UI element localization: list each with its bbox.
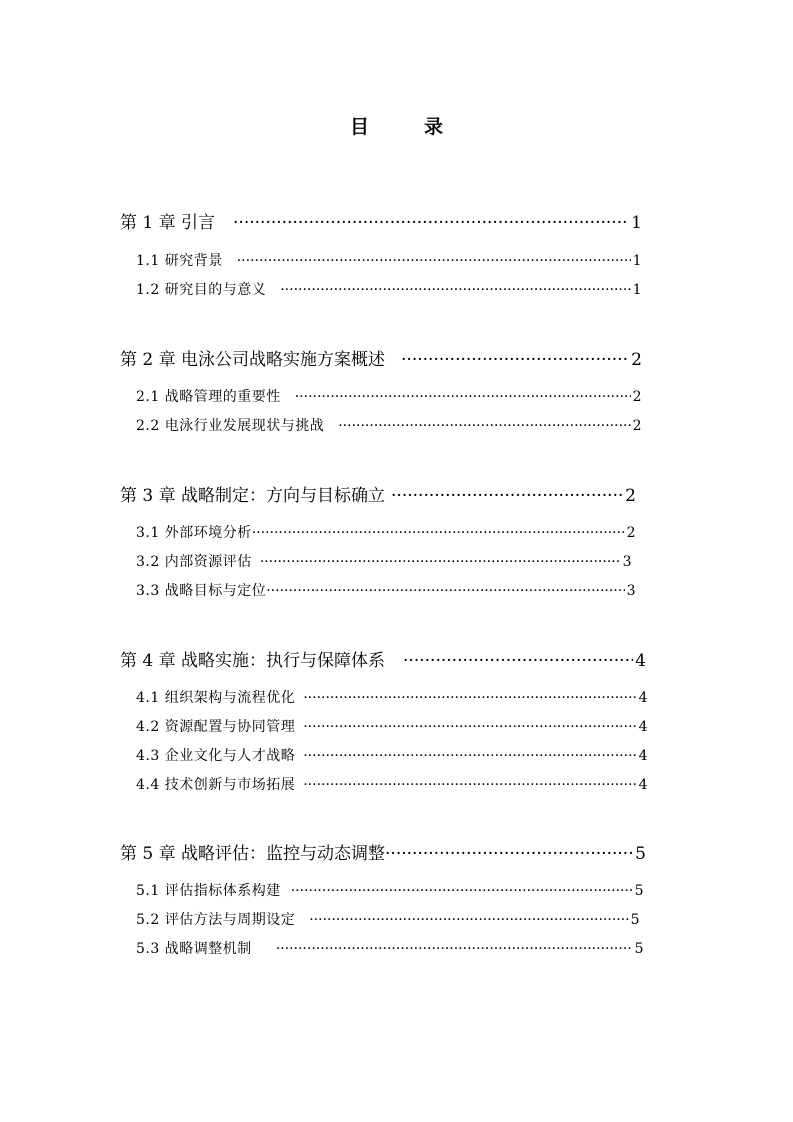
toc-leader-dots: [266, 583, 624, 599]
toc-label: 5.1 评估指标体系构建: [136, 883, 281, 899]
toc-chapter-3[interactable]: [120, 481, 636, 506]
toc-section-1-2[interactable]: [136, 279, 642, 299]
toc-page-number: 4: [638, 719, 648, 735]
toc-label: 3.2 内部资源评估: [136, 554, 252, 570]
toc-leader-dots: [291, 883, 633, 899]
toc-leader-dots: [303, 690, 636, 706]
toc-leader-dots: [403, 651, 633, 671]
toc-label: 第 4 章 战略实施：执行与保障体系: [120, 651, 386, 671]
toc-label: 3.1 外部环境分析: [136, 525, 252, 541]
toc-section-1-1[interactable]: [136, 250, 642, 270]
toc-section-4-4[interactable]: [136, 774, 648, 794]
toc-label: 3.3 战略目标与定位: [136, 583, 267, 599]
page-title: 目 录: [349, 116, 461, 138]
toc-leader-dots: [303, 777, 636, 793]
toc-page-number: 4: [635, 651, 646, 671]
toc-section-5-2[interactable]: [136, 909, 640, 929]
toc-page-number: 2: [625, 486, 636, 506]
toc-section-4-2[interactable]: [136, 716, 648, 736]
toc-page-number: 3: [622, 554, 632, 570]
toc-leader-dots: [391, 486, 623, 506]
toc-label: 5.2 评估方法与周期设定: [136, 912, 296, 928]
toc-page-number: 1: [632, 253, 642, 269]
toc-label: 4.4 技术创新与市场拓展: [136, 777, 296, 793]
toc-label: 第 3 章 战略制定：方向与目标确立: [120, 486, 386, 506]
toc-page-number: 4: [638, 748, 648, 764]
toc-page-number: 2: [626, 525, 636, 541]
toc-page-number: 2: [632, 418, 642, 434]
toc-page-number: 5: [630, 912, 640, 928]
toc-leader-dots: [401, 350, 629, 370]
toc-section-4-1[interactable]: [136, 687, 648, 707]
toc-leader-dots: [309, 912, 628, 928]
toc-section-3-3[interactable]: [136, 580, 636, 600]
toc-label: 1.2 研究目的与意义: [136, 282, 267, 298]
toc-leader-dots: [233, 213, 629, 233]
toc-page-number: 2: [632, 389, 642, 405]
toc-leader-dots: [280, 282, 630, 298]
toc-chapter-4[interactable]: [120, 646, 646, 671]
toc-label: 4.1 组织架构与流程优化: [136, 690, 296, 706]
toc-label: 2.2 电泳行业发展现状与挑战: [136, 418, 325, 434]
toc-page-number: 3: [626, 583, 636, 599]
toc-page-number: 2: [631, 350, 642, 370]
toc-label: 4.2 资源配置与协同管理: [136, 719, 296, 735]
toc-page-number: 4: [638, 777, 648, 793]
toc-label: 1.1 研究背景: [136, 253, 223, 269]
toc-page-number: 1: [631, 213, 642, 233]
toc-page-number: 5: [635, 844, 646, 864]
toc-section-3-1[interactable]: [136, 522, 636, 542]
toc-label: 4.3 企业文化与人才战略: [136, 748, 296, 764]
toc-label: 第 2 章 电泳公司战略实施方案概述: [120, 350, 386, 370]
toc-page-number: 4: [638, 690, 648, 706]
toc-leader-dots: [252, 525, 625, 541]
toc-leader-dots: [276, 941, 633, 957]
toc-leader-dots: [303, 748, 636, 764]
toc-section-2-2[interactable]: [136, 415, 642, 435]
toc-leader-dots: [295, 389, 631, 405]
toc-label: 第 5 章 战略评估：监控与动态调整: [120, 844, 386, 864]
toc-leader-dots: [338, 418, 630, 434]
toc-section-5-1[interactable]: [136, 880, 644, 900]
toc-page-number: 1: [632, 282, 642, 298]
toc-section-3-2[interactable]: [136, 551, 632, 571]
toc-section-5-3[interactable]: [136, 938, 644, 958]
toc-chapter-5[interactable]: [120, 839, 646, 864]
toc-page-number: 5: [634, 941, 644, 957]
toc-label: 2.1 战略管理的重要性: [136, 389, 281, 405]
toc-page-number: 5: [634, 883, 644, 899]
toc-leader-dots: [260, 554, 621, 570]
toc-chapter-2[interactable]: [120, 345, 642, 370]
toc-leader-dots: [237, 253, 631, 269]
toc-leader-dots: [303, 719, 636, 735]
toc-leader-dots: [385, 844, 633, 864]
toc-label: 第 1 章 引言: [120, 213, 216, 233]
toc-section-2-1[interactable]: [136, 386, 642, 406]
toc-section-4-3[interactable]: [136, 745, 648, 765]
toc-label: 5.3 战略调整机制: [136, 941, 252, 957]
toc-chapter-1[interactable]: [120, 208, 642, 233]
